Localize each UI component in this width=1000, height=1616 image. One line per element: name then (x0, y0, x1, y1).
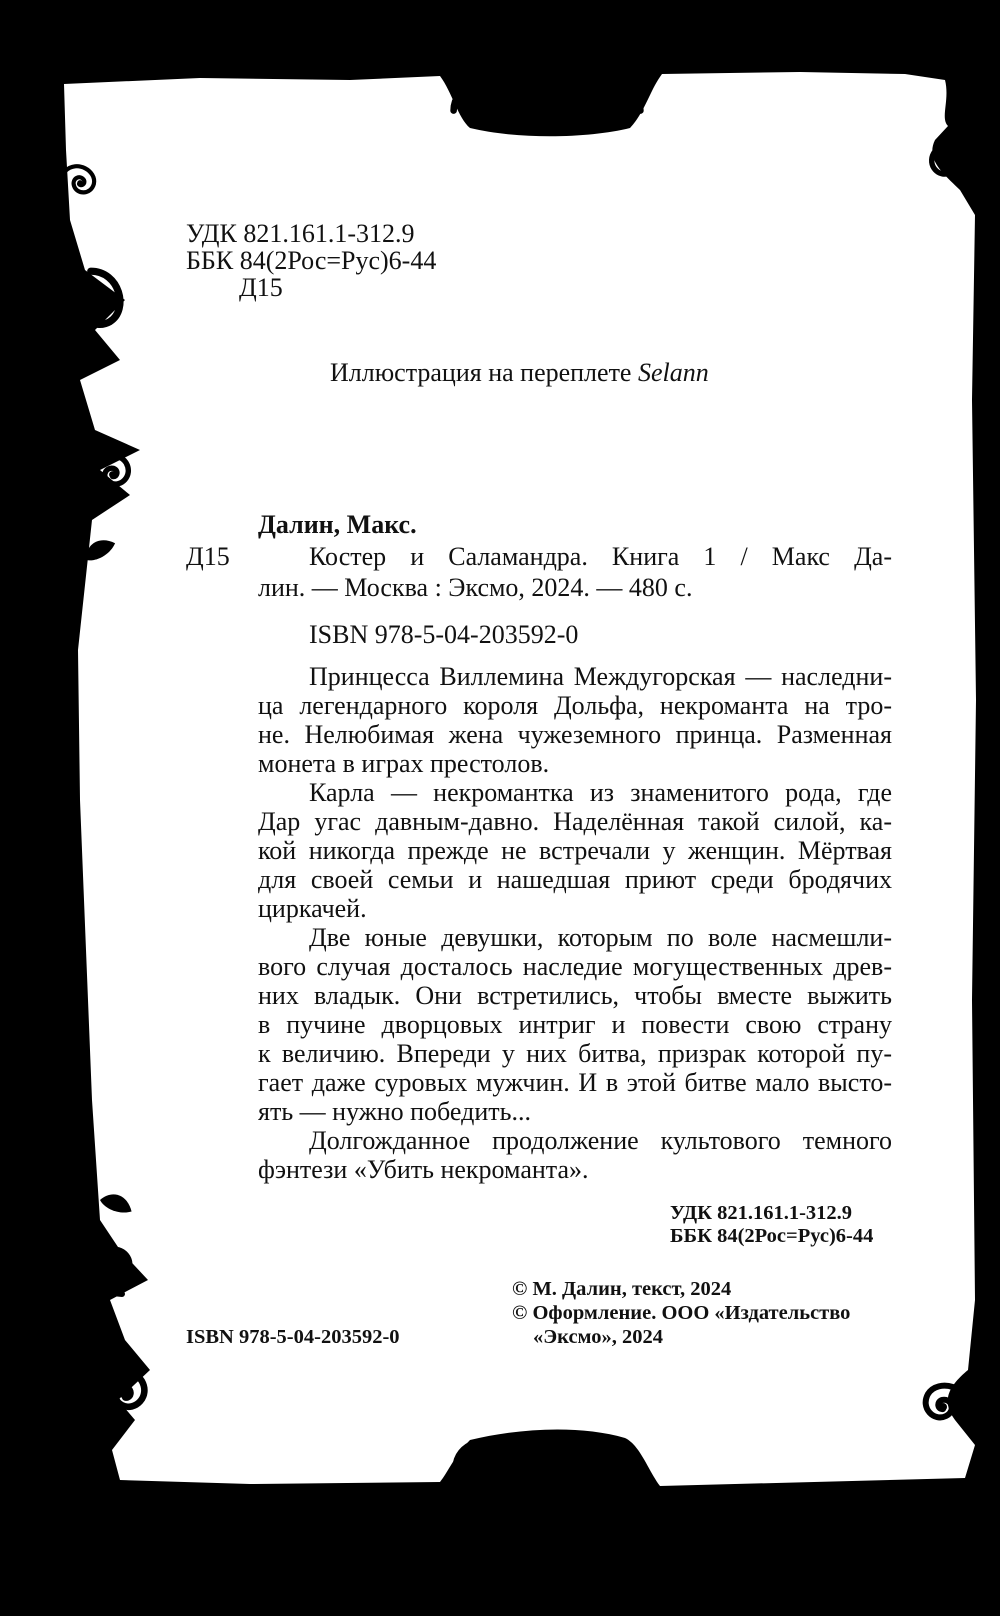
bottom-classification (670, 1202, 873, 1248)
annotation-line: Принцесса Виллемина Междугорская — наследни- (309, 662, 892, 691)
title-line: лин. — Москва : Эксмо, 2024. — 480 с. (258, 573, 693, 602)
annotation-line: для своей семьи и нашедшая приют среди бродячих (258, 865, 892, 894)
annotation-line: фэнтези «Убить некроманта». (258, 1155, 589, 1184)
udk-code-bottom: УДК 821.161.1-312.9 (670, 1202, 853, 1224)
annotation-line: к величию. Впереди у них битва, призрак которой пу- (258, 1039, 892, 1068)
annotation-line: циркачей. (258, 894, 367, 923)
udk-code: УДК 821.161.1-312.9 (186, 219, 415, 248)
copyright-block (512, 1277, 850, 1349)
copyright-line: «Эксмо», 2024 (533, 1326, 663, 1348)
annotation-line: гает даже суровых мужчин. И в этой битве мало высто- (258, 1068, 892, 1097)
author-mark: Д15 (239, 273, 283, 302)
catalog-author-mark: Д15 (186, 542, 230, 571)
annotation-line: ять — нужно победить... (258, 1097, 531, 1126)
annotation-line: вого случая досталось наследие могущественных древ- (258, 952, 892, 981)
bbk-code-bottom: ББК 84(2Рос=Рус)6-44 (670, 1225, 874, 1247)
annotation-line: кой никогда прежде не встречали у женщин. Мёртвая (258, 836, 892, 865)
annotation-line: в пучине дворцовых интриг и повести свою страну (258, 1010, 892, 1039)
annotation-line: Дар угас давным-давно. Наделённая такой силой, ка- (258, 807, 892, 836)
illustration-credit (330, 358, 709, 387)
isbn-footer: ISBN 978-5-04-203592-0 (186, 1326, 400, 1348)
annotation-line: них владык. Они встретились, чтобы вместе выжить (258, 981, 892, 1010)
author-heading: Далин, Макс. (258, 510, 417, 539)
bbk-code: ББК 84(2Рос=Рус)6-44 (186, 246, 437, 275)
annotation-line: Карла — некромантка из знаменитого рода, где (309, 778, 892, 807)
annotation-line: Долгожданное продолжение культового темного (309, 1126, 892, 1155)
copyright-line: © М. Далин, текст, 2024 (512, 1278, 732, 1300)
annotation-line: ца легендарного короля Дольфа, некроманта на тро- (258, 691, 892, 720)
title-line: Костер и Саламандра. Книга 1 / Макс Да- (309, 542, 892, 571)
copyright-line: © Оформление. ООО «Издательство (512, 1302, 851, 1324)
annotation-line: не. Нелюбимая жена чужеземного принца. Разменная (258, 720, 892, 749)
credit-artist: Selann (637, 358, 709, 387)
annotation (258, 662, 892, 1184)
top-classification (186, 220, 436, 301)
catalog-isbn: ISBN 978-5-04-203592-0 (309, 620, 579, 649)
credit-label: Иллюстрация на переплете (330, 358, 632, 387)
annotation-line: монета в играх престолов. (258, 749, 550, 778)
annotation-line: Две юные девушки, которым по воле насмешли- (309, 923, 892, 952)
